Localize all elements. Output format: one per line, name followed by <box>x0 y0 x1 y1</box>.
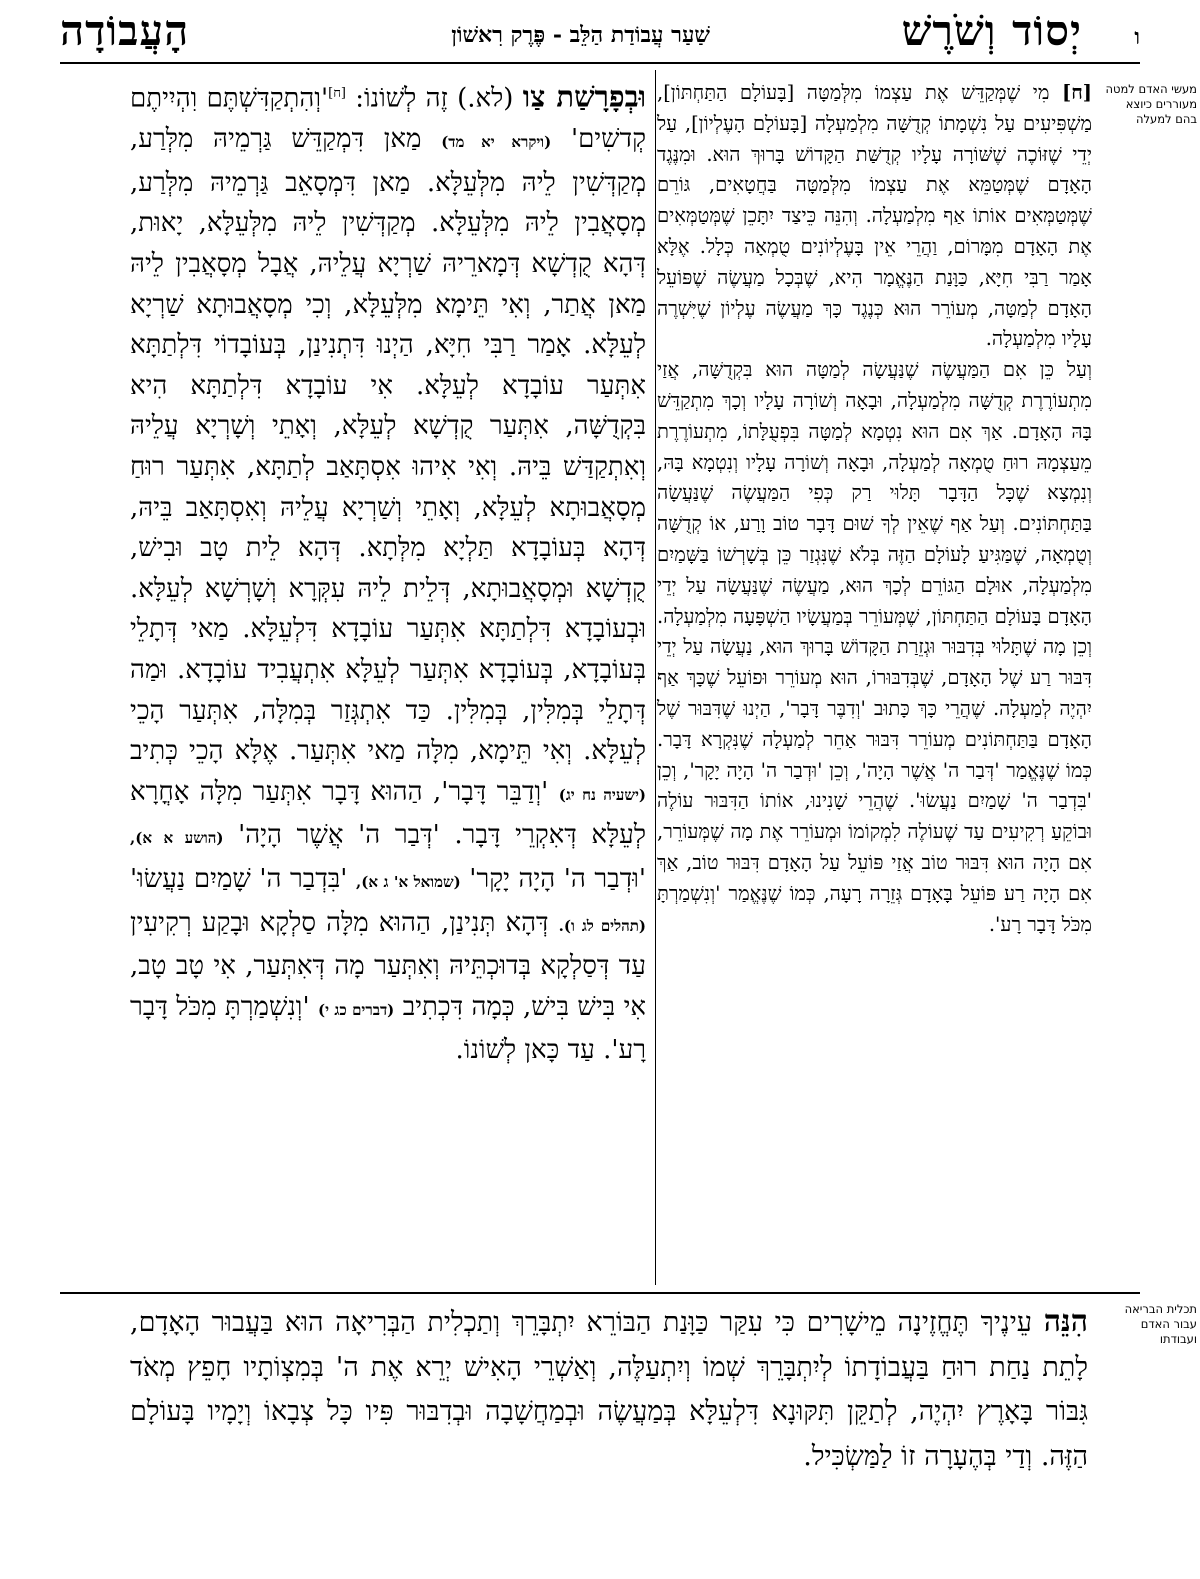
margin-note-top: מעשי האדם למטה מעוררים כיוצא בהם למעלה <box>1105 82 1197 126</box>
verse-reference-5: (תהלים לג ו). <box>558 916 647 935</box>
commentary-paragraph-2 <box>657 355 1092 940</box>
closing-body: עֵינֶיךָ תֶּחֱזֶינָה מֵישָׁרִים כִּי עִקַּר כַּוָּנַת הַבּוֹרֵא יִתְבָּרֵךְ וְתַכְלִית הַבְּרִיאָה הוּא בַּעֲבוּר הָאָדָם, לָתֵת נַחַת רוּחַ בַּעֲבוֹדָתוֹ לְיִתְבָּרֵךְ שְׁמוֹ וְיִתְעַלֶּה, וְאַשְׁרֵי הָאִישׁ יְרֵא אֶת ה' בְּמִצְוֹתָיו חָפֵץ מְאֹד גִּבּוֹר בָּאָרֶץ יִהְיֶה, לְתַקֵּן תִּקּוּנָא דִּלְעֵלָּא בְּמַעֲשֶׂה וּבְמַחֲשָׁבָה וּבְדִבּוּר פִּיו כָּל צְבָאוֹ וְיָמָיו בָּעוֹלָם הַזֶּה. וְדַי בְּהֶעָרָה זוֹ לַמַּשְׂכִּיל. <box>130 1307 1088 1472</box>
page-number: ו <box>1134 24 1140 50</box>
verse-reference-3: (הושע א א), <box>130 829 224 848</box>
closing-text <box>130 1300 1088 1479</box>
gate-chapter-title: שַׁעַר עֲבוֹדַת הַלֵּב - פֶּרֶק רִאשׁוֹן <box>451 22 710 48</box>
commentary-text-2: וְעַל כֵּן אִם הַמַּעֲשֶׂה שֶׁנַּעֲשָׂה לְמַטָּה הוּא בִּקְדֻשָּׁה, אֲזַי מִתְעוֹרֶרֶת קְדֻשָּׁה מִלְמַעְלָה, וּבָאָה וְשׁוֹרָה עָלָיו וְכָךְ מִתְקַדֵּשׁ בָּהּ הָאָדָם. אַךְ אִם הוּא נִטְמָא לְמַטָּה בִּפְעֻלָּתוֹ, מִתְעוֹרֶרֶת מֵעַצְמָהּ רוּחַ טֻמְאָה לְמַעְלָה, וּבָאָה וְשׁוֹרָה עָלָיו וְנִטְמָא בָּהּ, וְנִמְצָא שֶׁכָּל הַדָּבָר תָּלוּי רַק כְּפִי הַמַּעֲשֶׂה שֶׁנַּעֲשָׂה בַּתַּחְתּוֹנִים. וְעַל אַף שֶׁאֵין לְךָ שׁוּם דָּבָר טוֹב וָרַע, אוֹ קְדֻשָּׁה וְטֻמְאָה, שֶׁמַּגִּיעַ לָעוֹלָם הַזֶּה בְּלֹא שֶׁנִּגְזַר כֵּן בְּשָׁרְשׁוֹ בַּשָּׁמַיִם מִלְמַעְלָה, אוּלָם הַגּוֹרֵם לְכָךְ הוּא, מַעֲשֶׂה שֶׁנַּעֲשָׂה עַל יְדֵי הָאָדָם בָּעוֹלָם הַתַּחְתּוֹן, שֶׁמְּעוֹרֵר בְּמַעֲשָׂיו הַשְׁפָּעָה מִלְמַעְלָה. וְכֵן מָה שֶׁתָּלוּי בְּדִבּוּר וּגְזֵרַת הַקָּדוֹשׁ בָּרוּךְ הוּא, נַעֲשָׂה עַל יְדֵי דִּבּוּר רַע שֶׁל הָאָדָם, שֶׁבְּדִבּוּרוֹ, הוּא מְעוֹרֵר וּפוֹעֵל שֶׁכָּךְ אַף יִהְיֶה לְמַעְלָה. שֶׁהֲרֵי כָּךְ כָּתוּב 'וְדִבֶּר דָּבָר', הַיְנוּ שֶׁדִּבּוּר שֶׁל הָאָדָם בַּתַּחְתּוֹנִים מְעוֹרֵר דִּבּוּר אַחֵר לְמַעְלָה שֶׁנִּקְרָא דָּבָר. כְּמוֹ שֶׁנֶּאֱמַר 'דְּבַר ה' אֲשֶׁר הָיָה', וְכֵן 'וּדְבַר ה' הָיָה יָקָר', וְכֵן 'בִּדְבַר ה' שָׁמַיִם נַעֲשׂוּ'. שֶׁהֲרֵי שָׁנִינוּ, אוֹתוֹ הַדִּבּוּר עוֹלֶה וּבוֹקֵעַ רְקִיעִים עַד שֶׁעוֹלֶה לִמְקוֹמוֹ וּמְעוֹרֵר אֶת מָה שֶׁמְּעוֹרֵר, אִם הָיָה הוּא דִּבּוּר טוֹב אֲזַי פּוֹעֵל עַל הָאָדָם דִּבּוּר טוֹב, אַךְ אִם הָיָה רַע פּוֹעֵל בָּאָדָם גְּזֵרָה רָעָה, כְּמוֹ שֶׁנֶּאֱמַר 'וְנִשְׁמַרְתָּ מִכֹּל דָּבָר רָע'. <box>657 358 1092 936</box>
zohar-text-6: 'וְנִשְׁמַרְתָּ מִכֹּל דָּבָר רָע'. עַד כָּאן לְשׁוֹנוֹ. <box>130 991 646 1066</box>
verse-reference-6: (דברים כג י) <box>318 1000 395 1019</box>
book-title-right: יְסוֹד וְשֹׁרֶשׁ <box>901 6 1082 55</box>
book-title-left: הָעֲבוֹדָה <box>60 6 190 55</box>
commentary-column <box>657 78 1092 940</box>
zohar-text-1: מַאן דִּמְקַדֵּשׁ גַּרְמֵיהּ מִלְּרַע, מְקַדְּשִׁין לֵיהּ מִלְּעֵלָּא. מַאן דִּמְסָאֵב גַּרְמֵיהּ מִלְּרַע, מְסָאֲבִין לֵיהּ מִלְּעֵלָּא. מְקַדְּשִׁין לֵיהּ מִלְּעֵלָּא, יָאוּת, דְּהָא קֻדְשָׁא דְּמָארֵיהּ שַׁרְיָא עֲלֵיהּ, אֲבָל מְסָאֲבִין לֵיהּ מַאן אֲתַר, וְאִי תֵּימָא מִלְּעֵלָּא, וְכִי מְסָאֲבוּתָא שַׁרְיָא לְעֵלָּא. אָמַר רַבִּי חִיָּא, הַיְנוּ דִּתְנִינַן, בְּעוֹבָדוֹי דִּלְתַתָּא אִתְּעַר עוֹבָדָא לְעֵלָּא. אִי עוֹבָדָא דִּלְתַתָּא הִיא בִּקְדֻשָּׁה, אִתְּעַר קֻדְשָׁא לְעֵלָּא, וְאָתֵי וְשָׁרְיָא עֲלֵיהּ וְאִתְקַדַּשׁ בֵּיהּ. וְאִי אִיהוּ אִסְתָּאַב לְתַתָּא, אִתְּעַר רוּחַ מְסָאֲבוּתָא לְעֵלָּא, וְאָתֵי וְשַׁרְיָא עֲלֵיהּ וְאִסְתָּאַב בֵּיהּ, דְּהָא בְּעוֹבָדָא תַּלְיָא מִלְּתָא. דְּהָא לֵית טָב וּבִישׁ, קֻדְשָׁא וּמְסָאֲבוּתָא, דְּלֵית לֵיהּ עִקְּרָא וְשָׁרְשָׁא לְעֵלָּא. וּבְעוֹבָדָא דִּלְתַתָּא אִתְּעַר עוֹבָדָא דִּלְעֵלָּא. מַאי דְּתָלֵי בְּעוֹבָדָא, בְּעוֹבָדָא אִתְּעַר לְעֵלָּא אִתְעֲבִיד עוֹבָדָא. וּמַה דְּתָלֵי בְּמִלִּין, בְּמִלִּין. כַּד אִתְגְּזַר בְּמִלָּה, אִתְּעַר הָכֵי לְעֵלָּא. וְאִי תֵּימָא, מִלָּה מַאי אִתְּעַר. אֶלָּא הָכֵי כְּתִיב <box>130 124 646 767</box>
note-number: [ח] <box>328 86 346 101</box>
zohar-lead: וּבְפָרָשַׁת צַו <box>522 79 647 114</box>
column-divider <box>655 70 656 1285</box>
verse-reference-2: (ישעיה נח יג) <box>558 785 646 804</box>
zohar-column <box>130 74 646 1071</box>
commentary-paragraph-1 <box>657 78 1092 355</box>
verse-reference-4: (שמואל א' ג א), <box>356 872 461 891</box>
zohar-text-3: 'וּדְבַר ה' הָיָה יָקָר' <box>469 863 647 894</box>
header-rule <box>60 62 1140 64</box>
margin-note-bottom: תכלית הבריאה עבור האדם ועבודתו <box>1124 1302 1197 1346</box>
zohar-paragraph <box>130 74 646 1071</box>
closing-lead: הִנֵּה <box>1043 1304 1088 1339</box>
zohar-text-5: דְּהָא תְּנִינַן, הַהוּא מִלָּה סַלְקָא וּבָקַע רְקִיעִין עַד דְּסַלְקָא בְּדוּכְתֵּיהּ וְאִתְּעַר מָה דְּאִתְּעַר, אִי טָב טָב, אִי בִּישׁ בִּישׁ, כְּמָה דִּכְתִיב <box>130 907 647 1022</box>
zohar-verse: 'וְהִתְקַדִּשְׁתֶּם וִהְיִיתֶם קְדשִׁים' <box>130 83 646 155</box>
verse-reference-1: (ויקרא יא מד) <box>441 133 552 152</box>
zohar-text-2: 'וְדַבֵּר דָּבָר', הַהוּא דָּבָר אִתְּעַר מִלָּה אָחֳרָא לְעֵלָּא דְּאִקְרֵי דָּבָר. 'דְּבַר ה' אֲשֶׁר הָיָה' <box>130 776 647 851</box>
section-mark: [ח] <box>1062 81 1093 104</box>
zohar-text-4: 'בִּדְבַר ה' שָׁמַיִם נַעֲשׂוּ' <box>130 863 348 894</box>
commentary-text-1: מִי שֶׁמְּקַדֵּשׁ אֶת עַצְמוֹ מִלְּמַטָּה [בָּעוֹלָם הַתַּחְתּוֹן], מַשְׁפִּיעִים עַל נִשְׁמָתוֹ קְדֻשָּׁה מִלְמַעְלָה [בָּעוֹלָם הָעֶלְיוֹן], עַל יְדֵי שֶׁזּוֹכֶה שֶׁשּׁוֹרָה עָלָיו קְדֻשַּׁת הַקָּדוֹשׁ בָּרוּךְ הוּא. וּמִנֶּגֶד הָאָדָם שֶׁמְּטַמֵּא אֶת עַצְמוֹ מִלְּמַטָּה בַּחֲטָאִים, גּוֹרֵם שֶׁמְּטַמְּאִים אוֹתוֹ אַף מִלְמַעְלָה. וְהִנֵּה כֵּיצַד יִתָּכֵן שֶׁמְּטַמְּאִים אֶת הָאָדָם מִמָּרוֹם, וַהֲרֵי אֵין בָּעֶלְיוֹנִים טֻמְאָה כְּלָל. אֶלָּא אָמַר רַבִּי חִיָּא, כַּוָּנַת הַנֶּאֱמָר הִיא, שֶׁבְּכָל מַעֲשֶׂה שֶׁפּוֹעֵל הָאָדָם לְמַטָּה, מְעוֹרֵר הוּא כְּנֶגֶד כָּךְ מַעֲשֶׂה עֶלְיוֹן שֶׁיִּשְׁרֶה עָלָיו מִלְמַעְלָה. <box>657 81 1092 351</box>
zohar-intro: (לא.) זֶה לְשׁוֹנוֹ: <box>355 83 514 114</box>
closing-paragraph <box>130 1300 1088 1479</box>
section-rule <box>60 1292 1140 1294</box>
page-header <box>60 8 1140 56</box>
